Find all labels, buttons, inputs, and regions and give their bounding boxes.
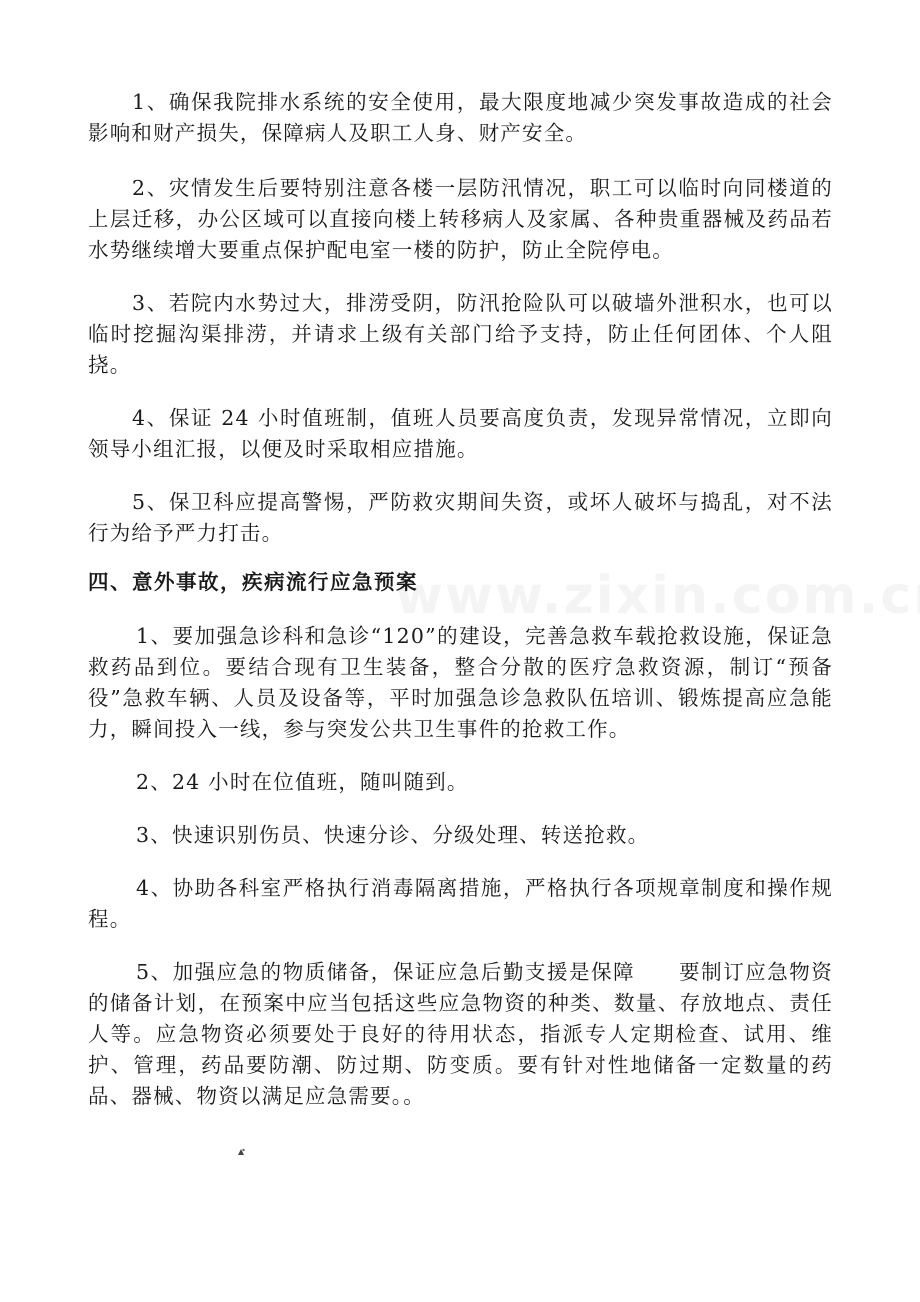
paragraph-4-5: 5、加强应急的物质储备，保证应急后勤支援是保障 要制订应急物资的储备计划，在预案中应当包括这些应急物资的种类、数量、存放地点、责任人等。应急物资必须要处于良好的待用状态，指派专人定期检查、试用、维护、管理，药品要防潮、防过期、防变质。要有针对性地储备一定数量的药品、器械、物资以满足应急需要。。 <box>88 960 833 1108</box>
small-mark-icon <box>236 1147 246 1157</box>
paragraph-4-3: 3、快速识别伤员、快速分诊、分级处理、转送抢救。 <box>136 823 650 847</box>
paragraph-3-1: 1、确保我院排水系统的安全使用，最大限度地减少突发事故造成的社会影响和财产损失，保障病人及职工人身、财产安全。 <box>88 90 833 145</box>
paragraph-4-2: 2、24 小时在位值班，随叫随到。 <box>136 770 469 794</box>
paragraph-4-4: 4、协助各科室严格执行消毒隔离措施，严格执行各项规章制度和操作规程。 <box>88 876 833 931</box>
paragraph-3-5: 5、保卫科应提高警惕，严防救灾期间失资，或坏人破坏与捣乱，对不法行为给予严力打击。 <box>88 490 833 545</box>
paragraph-4-1: 1、要加强急诊科和急诊“120”的建设，完善急救车载抢救设施，保证急救药品到位。要结合现有卫生装备，整合分散的医疗急救资源，制订“预备役”急救车辆、人员及设备等，平时加强急诊急救队伍培训、锻炼提高应急能力，瞬间投入一线，参与突发公共卫生事件的抢救工作。 <box>88 624 833 741</box>
section-heading: 四、意外事故，疾病流行应急预案 <box>88 570 418 594</box>
paragraph-3-3: 3、若院内水势过大，排涝受阴，防汛抢险队可以破墙外泄积水，也可以临时挖掘沟渠排涝，并请求上级有关部门给予支持，防止任何团体、个人阻挠。 <box>88 291 833 377</box>
paragraph-3-2: 2、灾情发生后要特别注意各楼一层防汛情况，职工可以临时向同楼道的上层迁移，办公区域可以直接向楼上转移病人及家属、各种贵重器械及药品若水势继续增大要重点保护配电室一楼的防护，防止全院停电。 <box>88 176 833 262</box>
paragraph-3-4: 4、保证 24 小时值班制，值班人员要高度负责，发现异常情况，立即向领导小组汇报，以便及时采取相应措施。 <box>88 406 833 461</box>
